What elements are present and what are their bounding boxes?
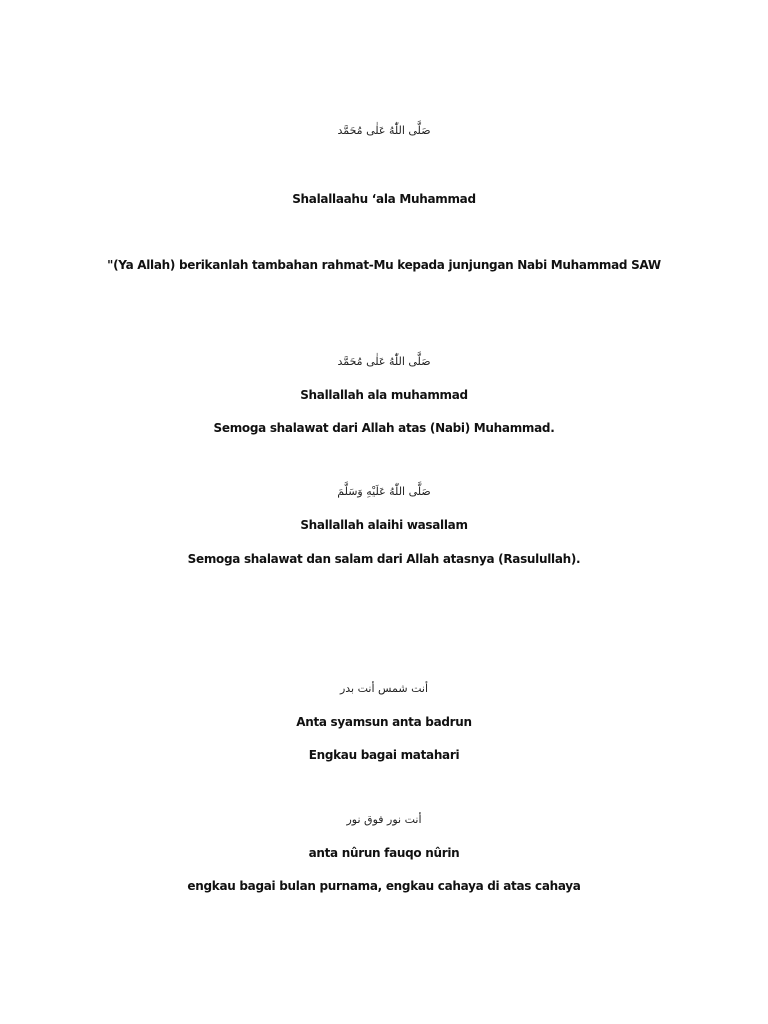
arabic-text-3: صَلَّى اللّٰهُ عَلَيْهِ وَسَلَّمَ <box>337 485 431 498</box>
arabic-text-2: صَلَّى اللّٰهُ عَلٰى مُحَمَّد <box>337 355 431 368</box>
transliteration-1: Shalallaahu ‘ala Muhammad <box>292 192 476 206</box>
arabic-text-5: أنت نور فوق نور <box>346 813 422 826</box>
transliteration-3: Shallallah alaihi wasallam <box>300 518 468 532</box>
translation-3: Semoga shalawat dan salam dari Allah atasnya (Rasulullah). <box>187 552 581 566</box>
translation-4: Engkau bagai matahari <box>308 748 460 762</box>
transliteration-4: Anta syamsun anta badrun <box>296 715 472 729</box>
arabic-text-1: صَلَّى اللّٰهُ عَلٰى مُحَمَّد <box>337 124 431 137</box>
translation-5: engkau bagai bulan purnama, engkau cahaya di atas cahaya <box>187 879 581 893</box>
transliteration-2: Shallallah ala muhammad <box>300 388 468 402</box>
translation-1: "(Ya Allah) berikanlah tambahan rahmat-Mu kepada junjungan Nabi Muhammad SAW <box>107 258 661 272</box>
translation-2: Semoga shalawat dari Allah atas (Nabi) Muhammad. <box>213 421 555 435</box>
transliteration-5: anta nûrun fauqo nûrin <box>308 846 460 860</box>
arabic-text-4: أنت شمس أنت بدر <box>339 682 429 695</box>
